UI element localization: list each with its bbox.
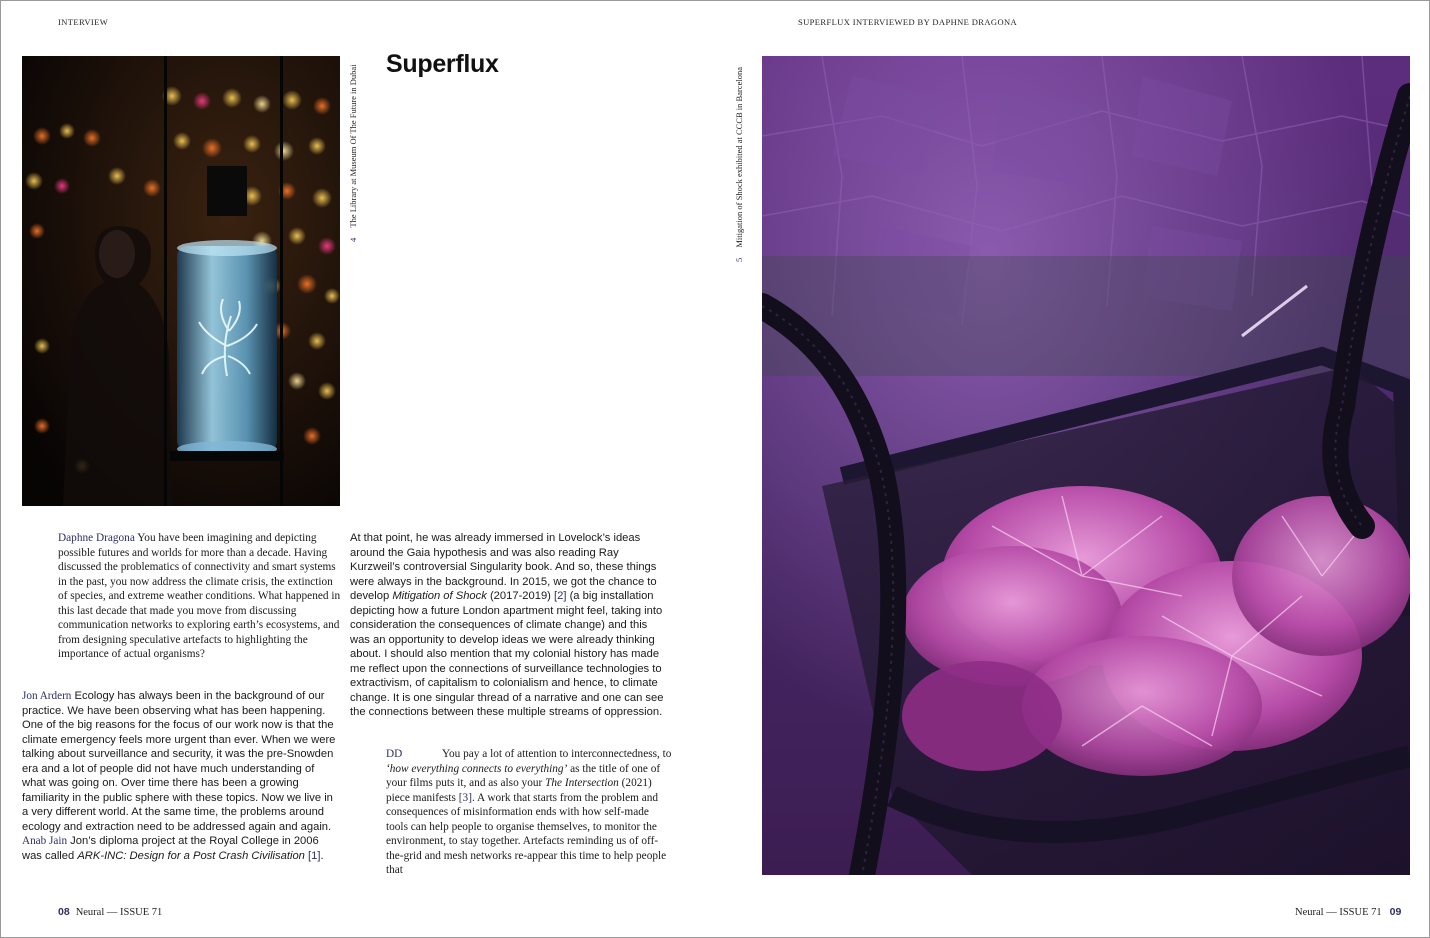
answer-1-text: Ecology has always been in the background of our practice. We have been observing what has been happening. One of the big reasons for the focus of our work now is that the climate emergency feels more urgent than ever. When we were talking about surveillance and security, it was the pre-Snowden era and a lot of people did not have much understanding of what was going on. Over time there has been a growing familiarity in the public sphere with these topics. Now we live in a very different world. At the same time, the problems around ecology and extraction need to be addressed again and again.	[22, 690, 336, 833]
question-2-text-a: You pay a lot of attention to interconnectedness, to	[442, 748, 672, 760]
answer-2-text-b: (2017-2019)	[486, 590, 555, 602]
caption-number: 4	[348, 237, 358, 242]
footnote-ref-1[interactable]: [1]	[308, 849, 321, 862]
question-2	[386, 747, 672, 878]
page-number-left: 08	[58, 906, 70, 918]
folio-text-right: Neural — ISSUE 71	[1295, 907, 1382, 918]
page-number-right: 09	[1389, 906, 1402, 918]
speaker-anab-jain: Anab Jain	[22, 835, 68, 847]
answer-2-text-c: (a big installation depicting how a future London apartment might feel, taking into consideration the consequences of climate change) and this was an opportunity to develop ideas we were already thinking about. I should also mention that my colonial history has made me reflect upon the connections of surveillance technologies to extractivism, of capitalism to colonialism and hence, to climate change. It is one singular thread of a narrative and one can see the connections between these multiple streams of oppression.	[350, 590, 664, 718]
running-head-left: INTERVIEW	[58, 17, 109, 27]
speaker-daphne-dragona: Daphne Dragona	[58, 532, 135, 544]
answer-1	[22, 689, 338, 863]
article-title: Superflux	[386, 50, 499, 78]
answer-1b-text: Jon’s diploma project at the Royal College in 2006 was called	[22, 835, 319, 862]
answer-2	[350, 531, 668, 720]
question-1-text: You have been imagining and depicting possible futures and worlds for more than a decade. Having discussed the problematics of connectivity and smart systems in the past, you now address the climate crisis, the extinction of species, and extreme weather conditions. What happened in this last decade that made you move from discussing communication networks to exploring earth’s ecosystems, and from designing speculative artefacts to highlighting the importance of actual organisms?	[58, 532, 341, 660]
footnote-ref-3[interactable]: [3]	[458, 791, 472, 804]
folio-text-left: Neural — ISSUE 71	[75, 907, 163, 918]
running-head-right: SUPERFLUX INTERVIEWED BY DAPHNE DRAGONA	[798, 17, 1018, 27]
question-2-text-d: . A work that starts from the problem and consequences of misinformation ends with how self-made tools can help people to organise themselves, to monitor the environment, to stay together. Artefacts reminding us of off-the-grid and mesh networks re-appear this time to help people that	[386, 791, 667, 876]
project-title-the-intersection: The Intersection	[545, 777, 619, 789]
answer-2-text-a: At that point, he was already immersed in Lovelock’s ideas around the Gaia hypothesis and was also reading Ray Kurzweil’s controversial Singularity book. And so, these things were always in the background. In 2015, we got the chance to develop	[350, 532, 657, 602]
caption-number: 5	[734, 257, 744, 262]
question-2-text-c: (2021) piece manifests	[386, 777, 652, 804]
photo-library-illustration	[22, 56, 340, 506]
photo-library-museum-future	[22, 56, 340, 506]
project-title-mitigation-of-shock: Mitigation of Shock	[392, 590, 487, 602]
caption-photo-5	[734, 56, 744, 262]
caption-photo-4	[348, 56, 358, 242]
project-title-ark-inc: ARK-INC: Design for a Post Crash Civilisation	[77, 849, 305, 862]
caption-text: The Library at Museum Of The Future in Dubai	[348, 64, 358, 228]
speaker-jon-ardern: Jon Ardern	[22, 690, 72, 702]
caption-text: Mitigation of Shock exhibited at CCCB in Barcelona	[734, 67, 744, 248]
photo-mitigation-illustration	[762, 56, 1410, 875]
speaker-dd: DD	[386, 748, 403, 760]
folio-right	[1295, 906, 1401, 918]
film-title: ‘how everything connects to everything’	[386, 762, 568, 775]
question-2-text-b: as the title of one of your films puts it, and as also your	[386, 762, 661, 789]
photo-mitigation-of-shock	[762, 56, 1410, 875]
answer-1b-end: .	[320, 849, 324, 862]
footnote-ref-2[interactable]: [2]	[554, 590, 567, 602]
folio-left	[58, 906, 162, 918]
question-1	[58, 531, 343, 662]
